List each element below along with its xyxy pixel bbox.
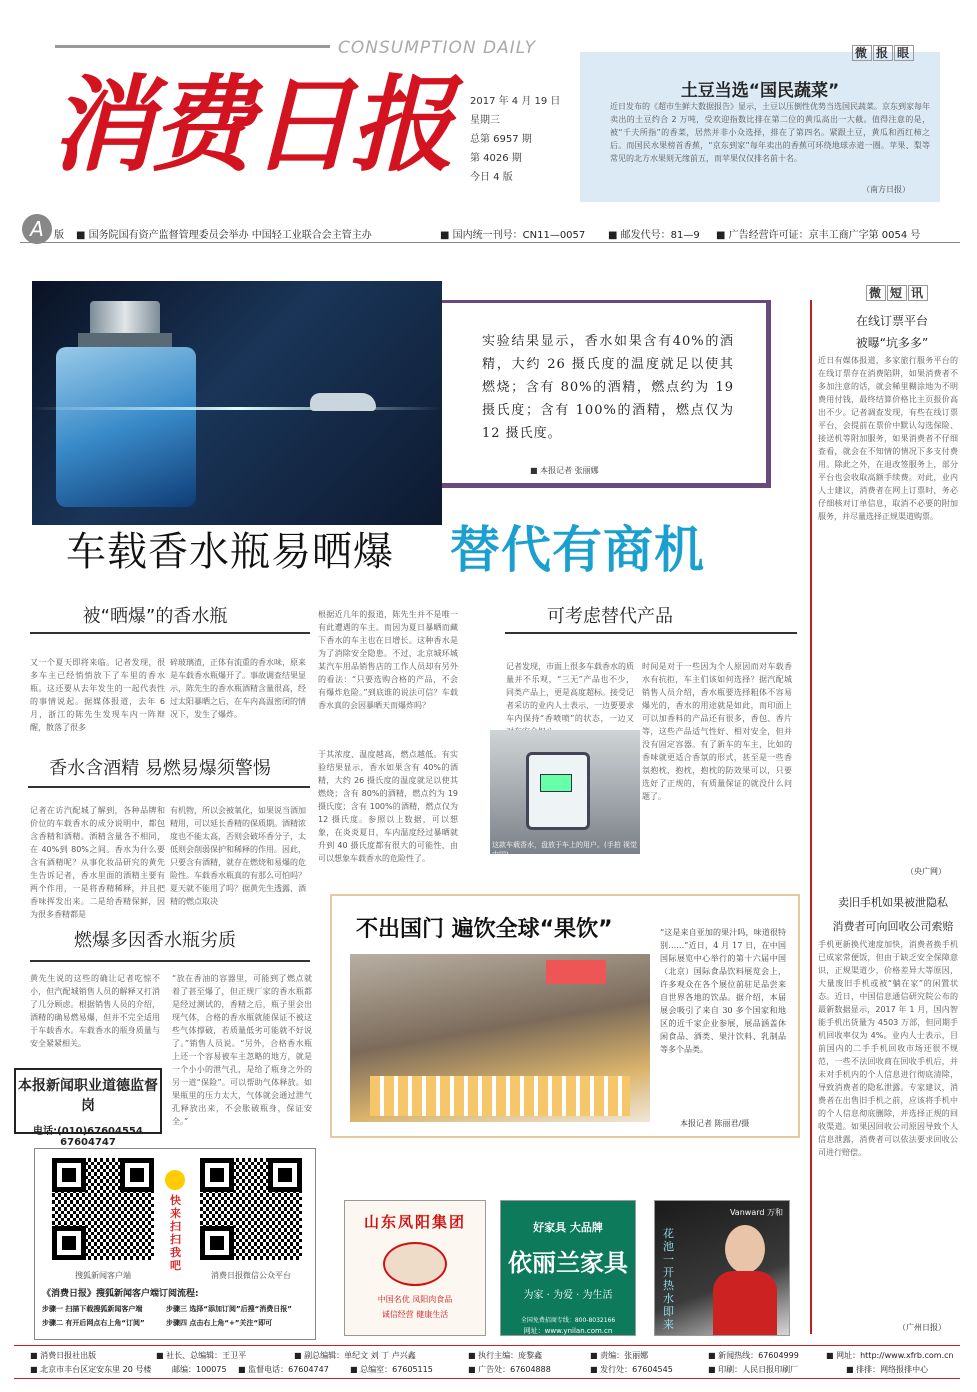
article-text: 碎玻璃渣，正体有流重的香水味，原来是车载香水瓶爆开了。事故调查结果显示，陈先生的香水瓶酒精含量很高，经过太阳暴晒之后，在车内高温密闭的情况下，发生了爆炸。 xyxy=(170,658,306,719)
footer-rule xyxy=(14,1345,960,1346)
subhead-rule xyxy=(28,786,310,788)
subhead-alternatives: 可考虑替代产品 xyxy=(547,606,673,627)
ethics-phone: 电话:(010)67604554 67604747 xyxy=(33,1126,143,1148)
cn-number: ■ 国内统一刊号：CN11—0057 xyxy=(440,230,586,241)
article-text: 记者在访汽配城了解到，各种品牌和价位的车载香水的成分说明中，都包含香精和酒精。酒精含量各不相同，在 40%到 80%之间。香水为什么要含有酒精呢？从事化妆品研究的黄先生告诉记者，香水里面的酒精主要有两个作用，一是将香精稀释，并且把香味挥发出来。二是给香精保鲜，因为很多香精都是 xyxy=(30,806,165,919)
smile-icon xyxy=(165,1170,185,1190)
feature-quote: 实验结果显示，香水如果含有40%的酒精，大约 26 摄氏度的温度就足以使其燃烧；含有 80%的酒精，燃点约为 19 摄氏度；含有 100%的酒精，燃点仅为 12 摄氏度。 xyxy=(482,334,734,441)
footer-item: ■ 责编：张丽娜 xyxy=(590,1351,649,1360)
page-count: 今日 4 版 xyxy=(470,172,513,183)
qr-promo-title: 《消费日报》搜狐新闻客户端订阅流程: xyxy=(42,1289,199,1299)
ad-yililan xyxy=(500,1200,636,1336)
perfume-photo xyxy=(32,281,442,525)
article-text: 于其浓度、温度越高，燃点越低。有实验结果显示，香水如果含有 40%的酒精，大约 26 摄氏度的温度就足以使其燃烧；含有 80%的酒精，燃点约为 19 摄氏度；含有 100%的酒精，燃点仅为 12 摄氏度。参照以上数据，可以想象，在炎炎夏日，车内温度经过暴晒就升到 40 摄氏度都有很大的可能性，由可以想象车载香水的危险性了。 xyxy=(318,750,458,863)
qr-step-4: 步骤四 点击右上角“+”关注“即可 xyxy=(166,1319,273,1327)
masthead-rule xyxy=(55,45,330,48)
footer-item: ■ 消费日报社出版 xyxy=(30,1351,97,1360)
ad-fengyang xyxy=(344,1200,486,1336)
duanxun-title-4: 消费者可向回收公司索赔 xyxy=(832,920,954,933)
duanxun-title-1: 在线订票平台 xyxy=(855,314,928,328)
masthead-name: 消费日报 xyxy=(50,63,451,186)
article-text: 根据近几年的报道，陈先生并不是唯一有此遭遇的车主。而因为夏日暴晒而藏下香水的车主也在日增长。这种香水是为了消除安全隐患。不过，北京城环城某汽车用品销售店的工作人员却有另外的看法：“只要选购合格的产品，不会有爆炸危险。”到底谁的说法可信？车载香水真的会因暴晒天而爆炸吗？ xyxy=(318,610,458,710)
footer-item: ■ 排排：网络报排中心 xyxy=(846,1365,929,1374)
qr-step-3: 步骤三 选择“添加订阅”后搜“消费日报” xyxy=(166,1305,292,1313)
fruit-byline: 本报记者 陈丽君/摄 xyxy=(680,1119,750,1128)
qr-side-text: 快来扫扫我吧 xyxy=(170,1194,181,1272)
article-text: 黄先生说的这些的确让记者吃惊不小，但汽配城销售人员的解释又打消了几分顾虑。根据销售人员的介绍，酒精的确易燃易爆，但并不完全适用于车载香水。车载香水的瓶身质量与安全紧紧相关。 xyxy=(30,974,160,1048)
ad-vanward xyxy=(654,1200,790,1336)
license-line: ■ 广告经营许可证：京丰工商广字第 0054 号 xyxy=(716,230,921,241)
duanxun-source-2: （广州日报） xyxy=(898,1323,946,1332)
subhead-bottle-quality: 燃爆多因香水瓶劣质 xyxy=(74,930,236,951)
ad-fengyang-slogan: 诚信经营 健康生活 xyxy=(381,1310,449,1319)
ethics-title: 本报新闻职业道德监督岗 xyxy=(18,1078,158,1114)
expo-photo xyxy=(350,954,650,1122)
qr-code-left xyxy=(52,1158,154,1260)
fruit-title: 不出国门 遍饮全球“果饮” xyxy=(356,917,613,942)
total-issue: 总第 6957 期 xyxy=(470,134,532,145)
section-badge: A xyxy=(22,214,52,244)
footer-item: ■ 新闻热线：67604999 xyxy=(708,1351,799,1360)
footer-item: ■ 监督电话：67604747 xyxy=(238,1365,329,1374)
feature-title-b: 替代有商机 xyxy=(450,521,705,579)
footer-item: ■ 广告处：67604888 xyxy=(468,1365,551,1374)
qr-step-1: 步骤一 扫描下载搜狐新闻客户端 xyxy=(42,1305,143,1313)
issue-weekday: 星期三 xyxy=(470,115,500,126)
ad-yililan-brand: 依丽兰家具 xyxy=(508,1249,628,1277)
footer-item: ■ 印刷：人民日报印刷厂 xyxy=(708,1365,799,1374)
ad-fengyang-title: 山东凤阳集团 xyxy=(363,1213,466,1231)
weibao-source: （南方日报） xyxy=(862,185,910,194)
car-photo-caption: 这款车载香水，盘放于车上的用户。(手拍 视觉中国) xyxy=(492,841,637,859)
footer-item: ■ 社长、总编辑：王卫平 xyxy=(156,1351,247,1360)
masthead-meta xyxy=(470,92,560,187)
feature-byline: ■ 本报记者 张丽娜 xyxy=(530,466,599,475)
duanxun-label: 微 短 讯 xyxy=(866,284,929,301)
footer-rule xyxy=(14,1378,960,1379)
fruit-body: “这是来自亚加的果汁吗，味道很特别……”近日，4 月 17 日，在中国国际展览中心举行的第十六届中国（北京）国际食品饮料展览会上，许多观众在各个展位前驻足品尝来自世界各地的饮品。据介绍，本届展会吸引了来自 30 多个国家和地区的近千家企业参展，展品涵盖休闲食品、酒类、果汁饮料、乳制品等多个品类。 xyxy=(660,928,786,1054)
duanxun-body: 近日有媒体报道，多家旅行服务平台的在线订票存在消费陷阱，如果消费者不多加注意的话，就会稀里糊涂地为不明费用付钱，最终结算价格比主页报价高出不少。记者调查发现，有些在线订票平台，会提前在票价中默认勾选保险、接送机等附加服务，如果消费者不仔细查看，就会在不知情的情况下多支付费用。除此之外，在退改签服务上，部分平台也会收取高额手续费。对此，业内人士建议，消费者在网上订票时，务必仔细核对订单信息，取消不必要的附加服务，并尽量选择正规渠道购票。 xyxy=(818,356,958,521)
qr-right-caption: 消费日报微信公众平台 xyxy=(211,1271,291,1280)
article-text: 有机物，所以会被氧化，如果说当酒加精用，可以延长香精的保质期。酒精浓度也不能太高，否则会破坏香分子，太低则会削弱保护和稀释的作用。因此，只要含有酒精，就存在燃烧和易爆的危险性。车载香水瓶真的有那么可怕吗？夏天就不能用了吗？据黄先生透露，酒精的燃点取决 xyxy=(170,806,306,906)
ad-yililan-web: 网址：www.ynilan.com.cn xyxy=(523,1327,613,1335)
issue-number: 第 4026 期 xyxy=(470,153,522,164)
subhead-sun-burst: 被“晒爆”的香水瓶 xyxy=(82,606,228,627)
footer-item: ■ 网址：http://www.xfrb.com.cn xyxy=(826,1351,954,1360)
duanxun-source: （央广网） xyxy=(906,867,946,876)
infobar-rule xyxy=(20,242,960,243)
footer-item: ■ 总编室：67605115 xyxy=(350,1365,433,1374)
qr-step-2: 步骤二 有开后网点右上角“订阅” xyxy=(42,1319,145,1327)
footer-item: ■ 副总编辑：单纪文 刘 丁 卢兴鑫 xyxy=(294,1351,416,1360)
duanxun-body-2: 手机更新换代速度加快，消费者换手机已成家常便饭，但由于缺乏安全保障意识，正规渠道少，价格差异大等原因，大量废旧手机或被“躺在家”的闲置状态。近日，中国信息通信研究院公布的最新数据显示，2017 年 1 月，国内智能手机出货量为 4503 万部，但同期手机回收率仅为 4%。业内人士表示，目前国内的二手手机回收市场还很不规范，一些不法回收商在回收手机后，并未对手机内的个人信息进行彻底清除，导致消费者的隐私泄露。专家建议，消费者在出售旧手机之前，应该将手机中的个人信息彻底删除，并选择正规的回收渠道。如果因回收公司原因导致个人信息泄露，消费者可以依法要求回收公司进行赔偿。 xyxy=(818,940,958,1157)
footer-item: 邮编：100075 xyxy=(172,1365,227,1374)
weibao-headline: 土豆当选“国民蔬菜” xyxy=(680,81,840,101)
organizer-line: ■ 国务院国有资产监督管理委员会举办 中国轻工业联合会主管主办 xyxy=(76,230,372,241)
postal-code: ■ 邮发代号：81—9 xyxy=(608,230,700,241)
ad-yililan-phone: 全国免费招商专线：800-8032166 xyxy=(520,1317,616,1324)
duanxun-title-3: 卖旧手机如果被泄隐私 xyxy=(838,896,948,909)
article-text: “放在香油的容器里，可能到了燃点就着了甚至爆了，但正规厂家的香水瓶都是经过测试的，香精之后，瓶子里会出现气体，合格的香水瓶就能保证不被这些气体撑破，若质量低劣可能就不好说了。”销售人员说。“另外，合格香水瓶上还一个容易被车主忽略的地方，就是一个小小的泄气孔，是给了瓶身之外的另一道“保险”。可以帮助气体释放。如果瓶里的压力太大，气体就会通过泄气孔释放出来，不会胀破瓶身，保证安全。” xyxy=(172,974,312,1126)
subhead-rule xyxy=(30,960,310,962)
column-divider xyxy=(810,300,812,1334)
ad-vanward-text: 花池一开 热水即来 xyxy=(663,1227,674,1331)
subhead-rule xyxy=(505,632,797,634)
qr-code-right xyxy=(200,1158,302,1260)
article-text: 时间是对于一些因为个人原因而对车载香水有抗拒，车主们该如何选择？据汽配城销售人员介绍，香水瓶要选择粗体不容易爆光的，香水的用途就是如此，而印面上可以加香料的产品还有很多，香包、香片等，这些产品适气性好、相对安全，但并没有固定容器。有了新车的车主，比如的香味就更适合香氛的形式，甚至是一些香氛抱枕，抱枕，抱枕的防效果可以，只要选好了正规的，有质量保证的就没什么问题了。 xyxy=(642,662,792,801)
ethics-box xyxy=(14,1068,162,1148)
article-text: 记者发现，市面上很多车载香水的质量并不乐观，“三无”产品也不少，同类产品上，更是高度超标。接受记者采访的业内人士表示，一边要要求车内保持“香喷喷”的状态，一边又 xyxy=(506,662,634,723)
ad-fengyang-sub: 中国名优 凤阳肉食品 xyxy=(377,1295,453,1304)
qr-left-caption: 搜狐新闻客户端 xyxy=(75,1271,131,1280)
ad-vanward-brand: Vanward 万和 xyxy=(729,1208,783,1217)
ad-yililan-slogan: 为家 · 为爱 · 为生活 xyxy=(523,1290,613,1301)
footer-item: ■ 执行主编：庞黎鑫 xyxy=(468,1351,543,1360)
section-suffix: 版 xyxy=(54,230,64,241)
duanxun-title-2: 被曝“坑多多” xyxy=(855,336,929,350)
car-photo xyxy=(490,730,640,854)
subhead-rule xyxy=(30,632,310,634)
issue-date: 2017 年 4 月 19 日 xyxy=(470,96,561,107)
masthead-english-name: CONSUMPTION DAILY xyxy=(338,38,536,58)
footer-item: ■ 发行处：67604545 xyxy=(590,1365,673,1374)
subhead-alcohol: 香水含酒精 易燃易爆须警惕 xyxy=(49,758,271,779)
feature-title-a: 车载香水瓶易晒爆 xyxy=(66,529,394,575)
article-text: 又一个夏天即将来临。记者发现，很多车主已经悄悄放下了车里的香水瓶。这还要从去年发生的一起代表性的事情说起。据媒体报道，去年 6 月，浙江的陈先生发现车内一阵辩醒，散落了很多 xyxy=(30,658,165,732)
ad-yililan-top: 好家具 大品牌 xyxy=(533,1221,603,1234)
footer-item: ■ 北京市丰台区定安东里 20 号楼 xyxy=(30,1365,152,1374)
weibao-body: 近日发布的《超市生鲜大数据报告》显示，土豆以压倒性优势当选国民蔬菜。京东到家每年卖出的土豆约合 2 万吨，受欢迎指数比排在第二位的黄瓜高出一大截。值得注意的是，被“千夫所指”的香菜，居然并非小众选择，排在了第四名。紧跟土豆，黄瓜和西红柿之后。而国民水果榜首香蕉，“京东到家”每年卖出的香蕉可环绕地球赤道一圈。苹果、梨等常见的北方水果则无缘前五，而苹果仅仅排名前十名。 xyxy=(610,102,930,163)
weibao-label: 微 报 眼 xyxy=(852,44,915,61)
